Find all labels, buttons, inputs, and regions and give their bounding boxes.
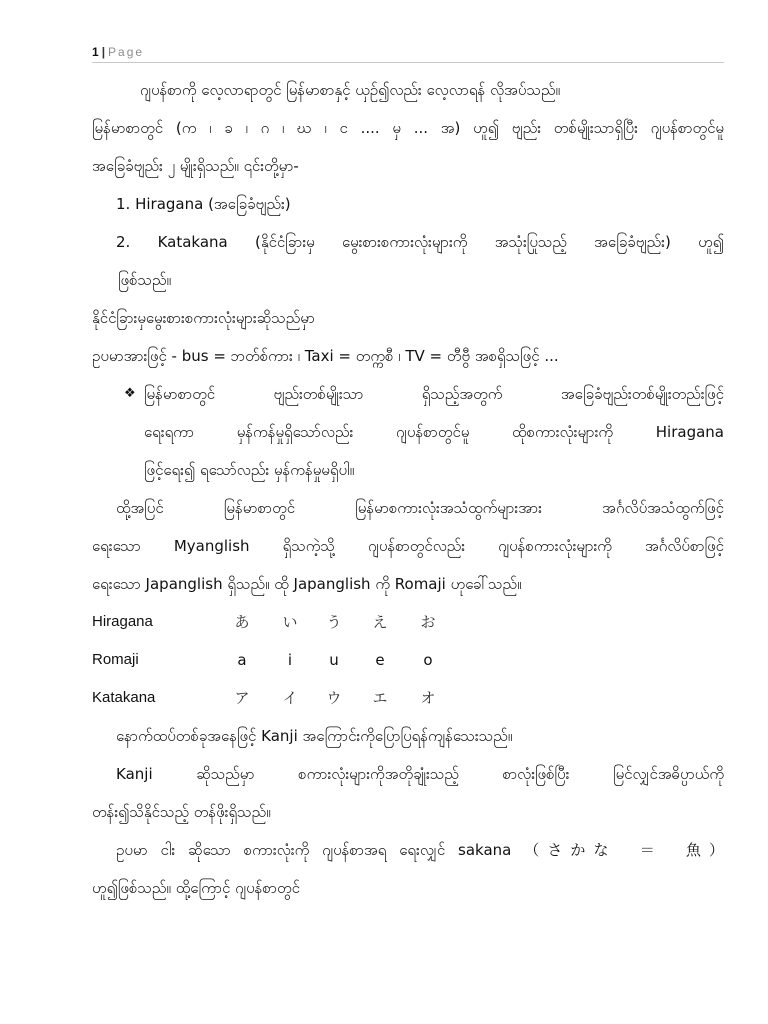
table-cell: い <box>282 613 298 631</box>
table-cell: a <box>237 651 247 669</box>
table-cell: オ <box>420 689 436 707</box>
table-cell: i <box>287 651 293 669</box>
list-item-hiragana: 1. Hiragana (အခြေခံဗျည်း) <box>116 195 291 213</box>
table-cell: ア <box>234 689 250 707</box>
page-label: Page <box>108 45 145 59</box>
bullet-line-2: ရေးရကာ မှန်ကန်မှုရှိသော်လည်း ဂျပန်စာတွင်မူ ထိုစကားလုံးများကို Hiragana <box>144 423 724 441</box>
paragraph-6-line-1: ဥပမာ ငါး ဆိုသော စကားလုံးကို ဂျပန်စာအရ ရေးလျှင် sakana （さかな ＝ 魚） <box>116 841 724 859</box>
table-cell: o <box>423 651 433 669</box>
table-cell: エ <box>372 689 388 707</box>
paragraph-5-line-2: တန်း၍သိနိုင်သည့် တန်ဖိုးရှိသည်။ <box>92 803 271 821</box>
table-cell: e <box>375 651 385 669</box>
paragraph-2-line-2: ဥပမာအားဖြင့် - bus = ဘတ်စ်ကား ၊ Taxi = တက္ကစီ ၊ TV = တီဗွီ အစရှိသဖြင့် ... <box>92 347 559 365</box>
bullet-line-1: မြန်မာစာတွင် ဗျည်းတစ်မျိုးသာ ရှိသည့်အတွက် အခြေခံဗျည်းတစ်မျိုးတည်းဖြင့် <box>144 385 724 403</box>
table-row-label-hiragana: Hiragana <box>92 613 153 630</box>
bullet-diamond-icon: ❖ <box>124 386 136 401</box>
paragraph-4-line-1: နောက်ထပ်တစ်ခုအနေဖြင့် Kanji အကြောင်းကိုပြောပြရန်ကျန်သေးသည်။ <box>116 727 513 745</box>
paragraph-5-line-1: Kanji ဆိုသည်မှာ စကားလုံးများကိုအတိုချုံးသည့် စာလုံးဖြစ်ပြီး မြင်လျှင်အဓိပ္ပာယ်ကို <box>116 765 724 783</box>
table-cell: ウ <box>326 689 342 707</box>
paragraph-6-line-2: ဟူ၍ဖြစ်သည်။ ထို့ကြောင့် ဂျပန်စာတွင် <box>92 879 300 897</box>
table-cell: あ <box>234 613 250 631</box>
table-cell: う <box>326 613 342 631</box>
header-separator: | <box>101 45 106 59</box>
table-row-label-katakana: Katakana <box>92 689 156 706</box>
table-cell: お <box>420 613 436 631</box>
table-cell: u <box>329 651 339 669</box>
table-cell: イ <box>282 689 298 707</box>
paragraph-1-line-2: မြန်မာစာတွင် (က ၊ ခ ၊ ဂ ၊ ဃ ၊ င .... မှ ... အ) ဟူ၍ ဗျည်း တစ်မျိုးသာရှိပြီး ဂျပန်စာတွင်မူ <box>92 119 724 137</box>
bullet-line-3: ဖြင့်ရေး၍ ရသော်လည်း မှန်ကန်မှုမရှိပါ။ <box>144 461 355 479</box>
list-item-katakana-line-2: ဖြစ်သည်။ <box>118 271 172 289</box>
table-row-label-romaji: Romaji <box>92 651 139 668</box>
paragraph-3-line-1: ထို့အပြင် မြန်မာစာတွင် မြန်မာစကားလုံးအသံထွက်များအား အင်္ဂလိပ်အသံထွက်ဖြင့် <box>116 499 724 517</box>
table-cell: え <box>372 613 388 631</box>
paragraph-3-line-3: ရေးသော Japanglish ရှိသည်။ ထို Japanglish ကို Romaji ဟုခေါ်သည်။ <box>92 575 522 593</box>
paragraph-2-line-1: နိုင်ငံခြားမှမွေးစားစကားလုံးများဆိုသည်မှာ <box>92 309 315 327</box>
paragraph-1-line-3: အခြေခံဗျည်း ၂ မျိုးရှိသည်။ ၎င်းတို့မှာ- <box>92 157 299 175</box>
list-item-katakana-line-1: 2. Katakana (နိုင်ငံခြားမှ မွေးစားစကားလုံးများကို အသုံးပြုသည့် အခြေခံဗျည်း) ဟူ၍ <box>116 233 724 251</box>
page-number: 1 <box>92 45 99 59</box>
page-header <box>92 42 724 63</box>
paragraph-3-line-2: ရေးသော Myanglish ရှိသကဲ့သို့ ဂျပန်စာတွင်လည်း ဂျပန်စကားလုံးများကို အင်္ဂလိပ်စာဖြင့် <box>92 537 724 555</box>
paragraph-1-line-1: ဂျပန်စာကို လေ့လာရာတွင် မြန်မာစာနှင့် ယှဉ်၍လည်း လေ့လာရန် လိုအပ်သည်။ <box>140 81 561 99</box>
